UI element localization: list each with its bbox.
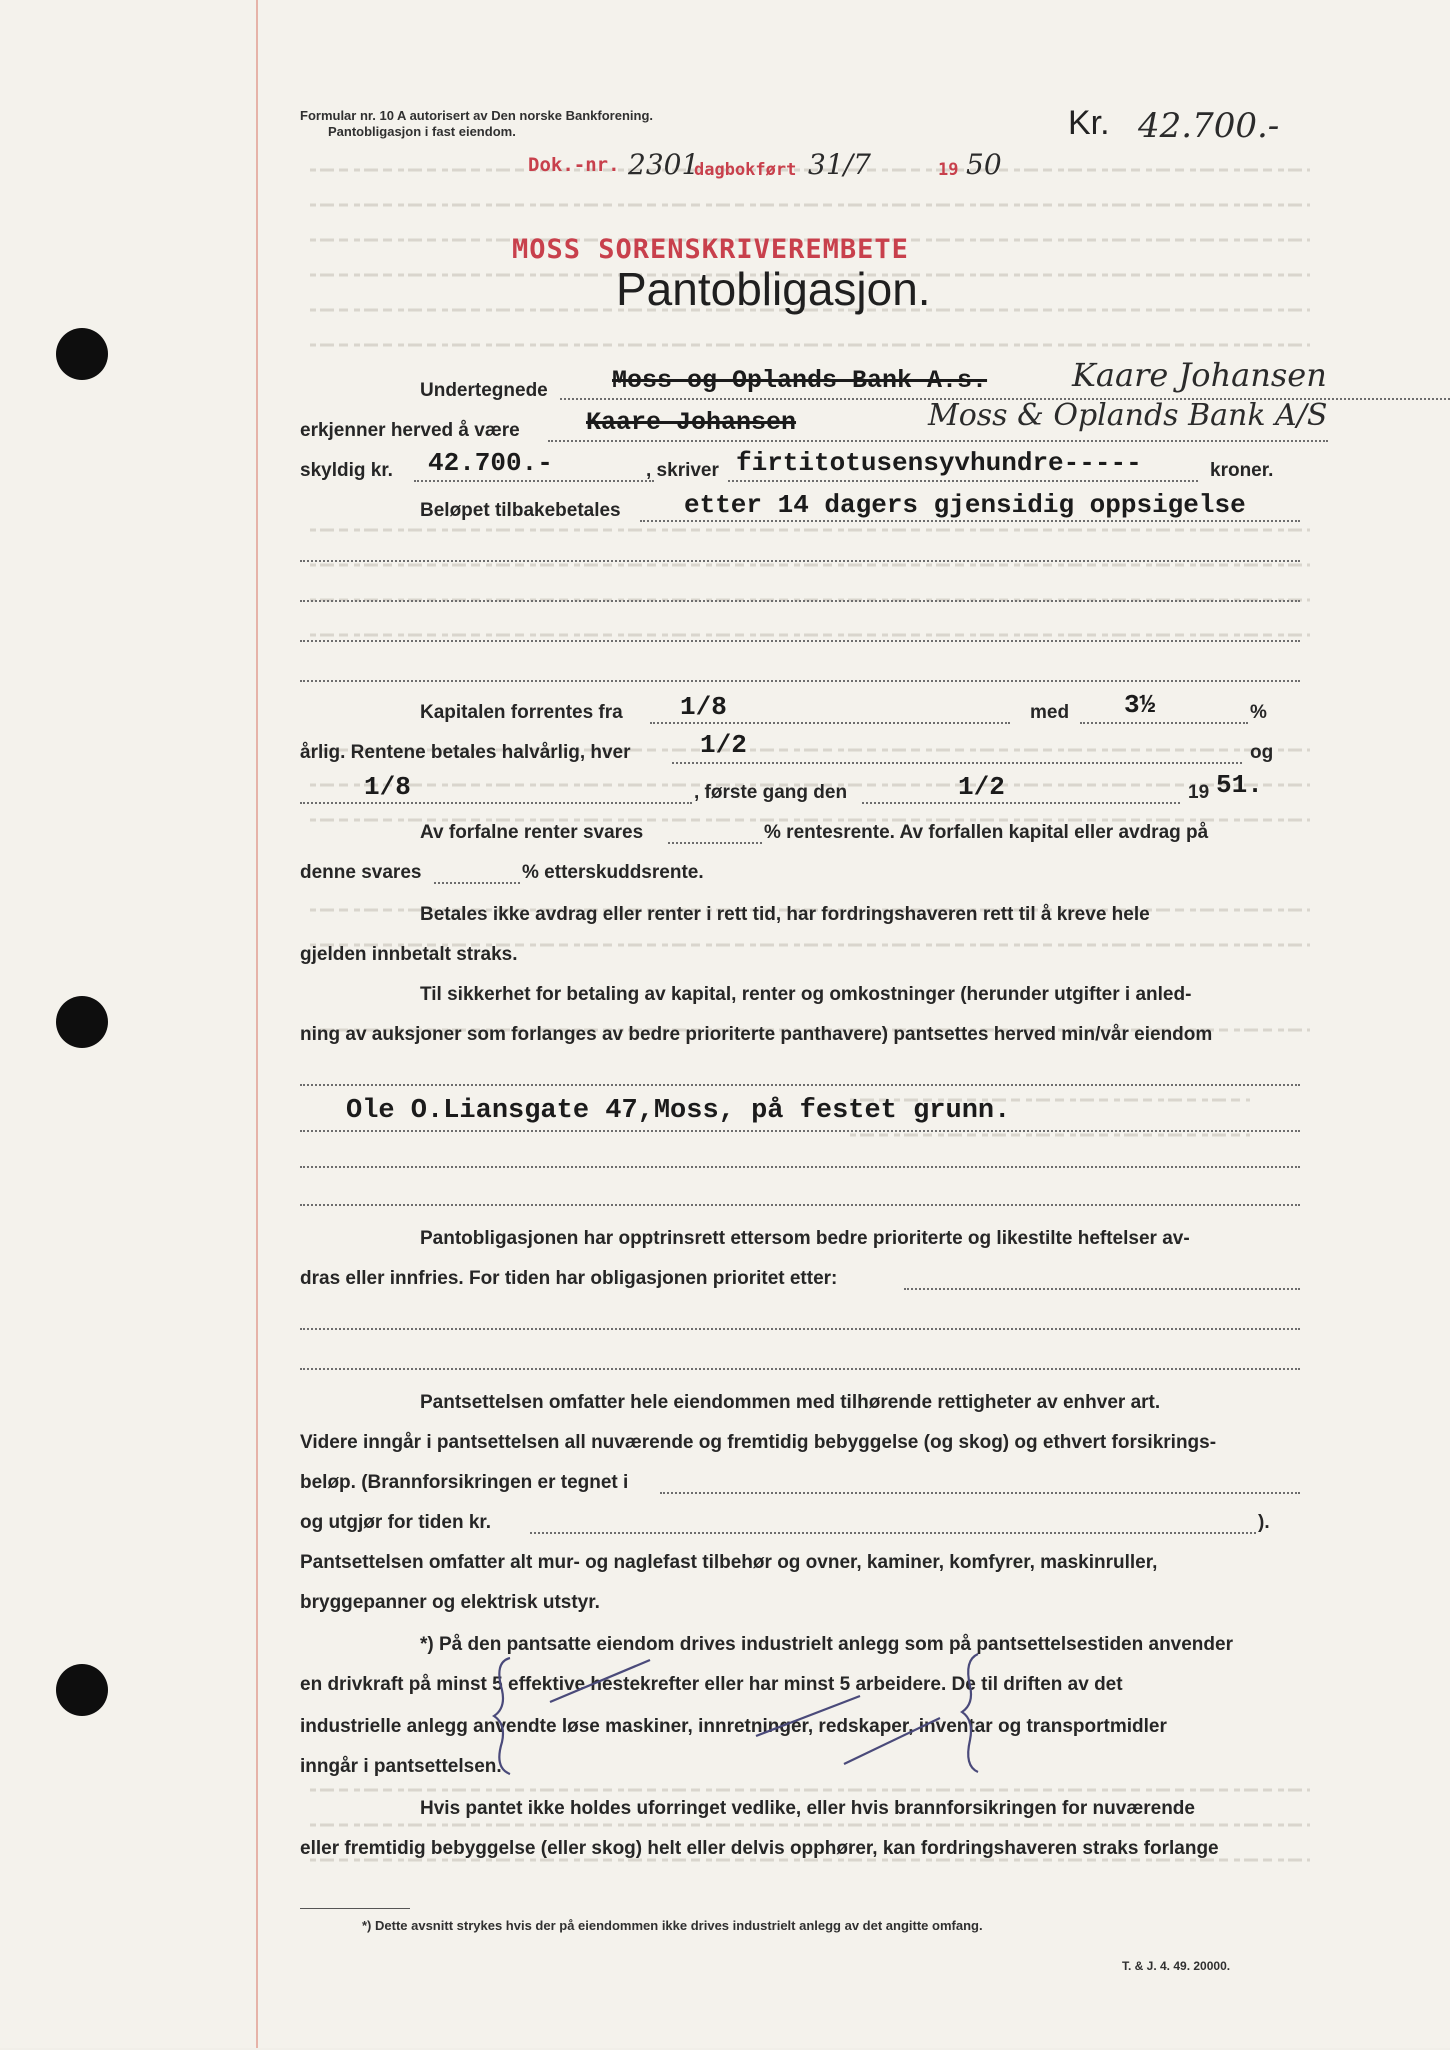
blank-line	[300, 560, 1300, 562]
undertegnede-label: Undertegnede	[420, 380, 548, 401]
prioritet-line	[904, 1288, 1300, 1290]
erkjenner-handwritten: Moss & Oplands Bank A/S	[928, 398, 1328, 433]
forfalne-line2-b: % etterskuddsrente.	[522, 862, 704, 883]
stamp-date: 31/7	[808, 148, 871, 181]
erkjenner-struck: Kaare Johansen	[586, 408, 797, 437]
renter-year: 51.	[1216, 770, 1263, 800]
industri-strike-marks	[480, 1640, 1200, 1780]
year-prefix: 19	[1188, 782, 1210, 803]
betales-line2: gjelden innbetalt straks.	[300, 944, 518, 965]
erkjenner-label: erkjenner herved å være	[300, 420, 520, 441]
undertegnede-struck: Moss og Oplands Bank A.s.	[612, 366, 988, 395]
skriver-line	[728, 480, 1198, 482]
property-line	[300, 1130, 1300, 1132]
forste-line	[862, 802, 1180, 804]
stamp-dok-label: Dok.-nr.	[528, 154, 620, 176]
amount-header-label: Kr.	[1068, 104, 1110, 142]
industri-line2: en drivkraft på minst 5 effektive hestekrefter eller har minst 5 arbeidere. De til driften av det	[300, 1674, 1123, 1695]
opptrinn-line1: Pantobligasjonen har opptrinsrett ettersom bedre prioriterte og likestilte heftelser av-	[420, 1228, 1190, 1249]
skyldig-label: skyldig kr.	[300, 460, 393, 481]
omfatter-line2: Videre inngår i pantsettelsen all nuværende og fremtidig bebyggelse (og skog) og ethvert forsikrings-	[300, 1432, 1217, 1453]
omfatter-line4b: ).	[1258, 1512, 1270, 1533]
blank-line	[300, 1204, 1300, 1206]
renter-hver-date: 1/2	[700, 730, 747, 760]
erkjenner-line	[548, 440, 1328, 442]
skriver-label: , skriver	[646, 460, 719, 481]
blank-line	[300, 1084, 1300, 1086]
renter-second-date: 1/8	[364, 772, 411, 802]
forste-label: , første gang den	[694, 782, 848, 803]
footnote: *) Dette avsnitt strykes hvis der på eiendommen ikke drives industrielt anlegg av det angitte omfang.	[362, 1918, 983, 1933]
og-label: og	[1250, 742, 1274, 763]
omfatter-line4a: og utgjør for tiden kr.	[300, 1512, 492, 1533]
tilbakebetales-value: etter 14 dagers gjensidig oppsigelse	[684, 490, 1246, 520]
office-stamp: MOSS SORENSKRIVEREMBETE	[512, 234, 909, 265]
rate-line	[1080, 722, 1248, 724]
tilbehor-line2: bryggepanner og elektrisk utstyr.	[300, 1592, 600, 1613]
undertegnede-handwritten: Kaare Johansen	[1072, 356, 1327, 394]
tilbehor-line1: Pantsettelsen omfatter alt mur- og naglefast tilbehør og ovner, kaminer, komfyrer, maskinruller,	[300, 1552, 1158, 1573]
amount-header-value: 42.700.-	[1138, 106, 1280, 146]
sikkerhet-line2: ning av auksjoner som forlanges av bedre prioriterte panthavere) pantsettes herved min/vår eiendom	[300, 1024, 1213, 1045]
stamp-year-prefix: 19	[938, 160, 959, 180]
skyldig-words: firtitotusensyvhundre-----	[736, 448, 1142, 478]
etterskudd-line	[434, 882, 520, 884]
blank-line	[300, 1166, 1300, 1168]
stamp-dagbokfort-label: dagbokført	[694, 160, 797, 180]
skyldig-amount: 42.700.-	[428, 448, 553, 478]
document-title: Pantobligasjon.	[616, 263, 931, 315]
punch-hole	[56, 328, 108, 380]
renter-from-line	[650, 722, 1010, 724]
blank-line	[300, 600, 1300, 602]
rentesrente-line	[668, 842, 762, 844]
margin-line	[256, 0, 258, 2048]
punch-hole	[56, 1664, 108, 1716]
utgjor-line	[530, 1532, 1256, 1534]
betales-line1: Betales ikke avdrag eller renter i rett tid, har fordringshaveren rett til å kreve hele	[420, 904, 1150, 925]
forfalne-line2-a: denne svares	[300, 862, 422, 883]
renter-from-date: 1/8	[680, 692, 727, 722]
industri-line4: inngår i pantsettelsen.	[300, 1756, 502, 1777]
blank-line	[300, 1328, 1300, 1330]
tilbakebetales-line	[640, 520, 1300, 522]
forfalne-line1-b: % rentesrente. Av forfallen kapital eller avdrag på	[764, 822, 1209, 843]
brannforsikring-line	[660, 1492, 1300, 1494]
blank-line	[300, 680, 1300, 682]
form-header-line2: Pantobligasjon i fast eiendom.	[328, 124, 516, 139]
form-header-line1: Formular nr. 10 A autorisert av Den norske Bankforening.	[300, 108, 654, 123]
blank-line	[300, 1368, 1300, 1370]
percent-sign: %	[1250, 702, 1267, 723]
industri-line3: industrielle anlegg anvendte løse maskiner, innretninger, redskaper, inventar og transportmidler	[300, 1716, 1167, 1737]
vedlike-line1: Hvis pantet ikke holdes uforringet vedlike, eller hvis brannforsikringen for nuværende	[420, 1798, 1195, 1819]
footnote-rule	[300, 1908, 410, 1909]
med-label: med	[1030, 702, 1070, 723]
stamp-dok-number: 2301	[628, 148, 700, 181]
renter-line1-label: Kapitalen forrentes fra	[420, 702, 623, 723]
second-date-line	[300, 802, 692, 804]
forfalne-line1-a: Av forfalne renter svares	[420, 822, 644, 843]
omfatter-line3: beløp. (Brannforsikringen er tegnet i	[300, 1472, 629, 1493]
omfatter-line1: Pantsettelsen omfatter hele eiendommen med tilhørende rettigheter av enhver art.	[420, 1392, 1161, 1413]
renter-rate: 3½	[1124, 690, 1156, 720]
kroner-label: kroner.	[1210, 460, 1274, 481]
printer-mark: T. & J. 4. 49. 20000.	[1122, 1959, 1231, 1973]
blank-line	[300, 640, 1300, 642]
renter-line2-label: årlig. Rentene betales halvårlig, hver	[300, 742, 631, 763]
tilbakebetales-label: Beløpet tilbakebetales	[420, 500, 621, 521]
property-value: Ole O.Liansgate 47,Moss, på festet grunn.	[346, 1096, 1011, 1126]
hver-line	[672, 762, 1242, 764]
opptrinn-line2: dras eller innfries. For tiden har obligasjonen prioritet etter:	[300, 1268, 838, 1289]
renter-forste-date: 1/2	[958, 772, 1005, 802]
punch-hole	[56, 996, 108, 1048]
sikkerhet-line1: Til sikkerhet for betaling av kapital, renter og omkostninger (herunder utgifter i anled-	[420, 984, 1192, 1005]
skyldig-line	[414, 480, 654, 482]
stamp-year: 50	[966, 148, 1002, 181]
vedlike-line2: eller fremtidig bebyggelse (eller skog) helt eller delvis opphører, kan fordringshaveren straks forlange	[300, 1838, 1219, 1859]
industri-line1: *) På den pantsatte eiendom drives industrielt anlegg som på pantsettelsestiden anvender	[420, 1634, 1233, 1655]
